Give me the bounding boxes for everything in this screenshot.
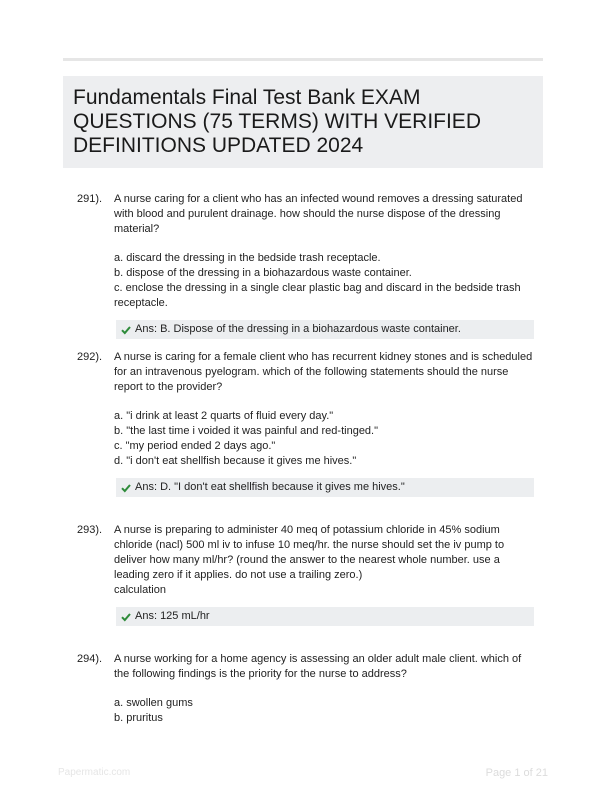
question-text: A nurse is preparing to administer 40 meq of potassium chloride in 45% sodium chloride (nacl) 500 ml iv to infuse 10 meq/hr. the nurse should set the iv pump to deliver how many ml/hr? (round the answer to the nearest whole number. use a leading zero if it applies. do not use a trailing zero.): [114, 524, 505, 581]
question-subtext: calculation: [114, 584, 166, 596]
checkmark-icon: [121, 483, 131, 493]
answer-text: Ans: B. Dispose of the dressing in a biohazardous waste container.: [135, 323, 461, 335]
question-text: A nurse working for a home agency is assessing an older adult male client. which of the following findings is the priority for the nurse to address?: [114, 653, 522, 680]
question-number: 292).: [77, 351, 103, 363]
option: b. dispose of the dressing in a biohazardous waste container.: [114, 267, 412, 279]
option: a. discard the dressing in the bedside trash receptacle.: [114, 252, 381, 264]
answer-box: [116, 478, 534, 497]
checkmark-icon: [121, 325, 131, 335]
answer-box: [116, 607, 534, 626]
question-body: [114, 652, 536, 726]
question-text: A nurse caring for a client who has an infected wound removes a dressing saturated with blood and purulent drainage. how should the nurse dispose of the dressing material?: [114, 193, 523, 235]
option-list: [114, 251, 536, 311]
option: d. "i don't eat shellfish because it gives me hives.": [114, 455, 357, 467]
footer-site-watermark: Papermatic.com: [58, 767, 131, 778]
title-banner: [63, 76, 543, 168]
top-divider: [63, 58, 543, 61]
option: a. "i drink at least 2 quarts of fluid every day.": [114, 410, 334, 422]
question-number: 293).: [77, 524, 103, 536]
answer-box: [116, 320, 534, 339]
question-number: 294).: [77, 653, 103, 665]
option-list: [114, 409, 536, 469]
page-title: Fundamentals Final Test Bank EXAM QUESTIONS (75 TERMS) WITH VERIFIED DEFINITIONS UPDATED 2024: [73, 86, 481, 157]
question-body: [114, 192, 536, 339]
page-number: Page 1 of 21: [485, 767, 548, 779]
answer-text: Ans: 125 mL/hr: [135, 610, 210, 622]
option: b. pruritus: [114, 712, 163, 724]
option: b. "the last time i voided it was painful and red-tinged.": [114, 425, 379, 437]
option-list: [114, 696, 536, 726]
option: a. swollen gums: [114, 697, 193, 709]
checkmark-icon: [121, 612, 131, 622]
question-body: [114, 523, 536, 626]
option: c. enclose the dressing in a single clear plastic bag and discard in the bedside trash receptacle.: [114, 282, 521, 309]
question-text: A nurse is caring for a female client who has recurrent kidney stones and is scheduled for an intravenous pyelogram. which of the following statements should the nurse report to the provider?: [114, 351, 533, 393]
answer-text: Ans: D. "I don't eat shellfish because it gives me hives.": [135, 481, 405, 493]
question-number: 291).: [77, 193, 103, 205]
option: c. "my period ended 2 days ago.": [114, 440, 276, 452]
question-body: [114, 350, 536, 497]
